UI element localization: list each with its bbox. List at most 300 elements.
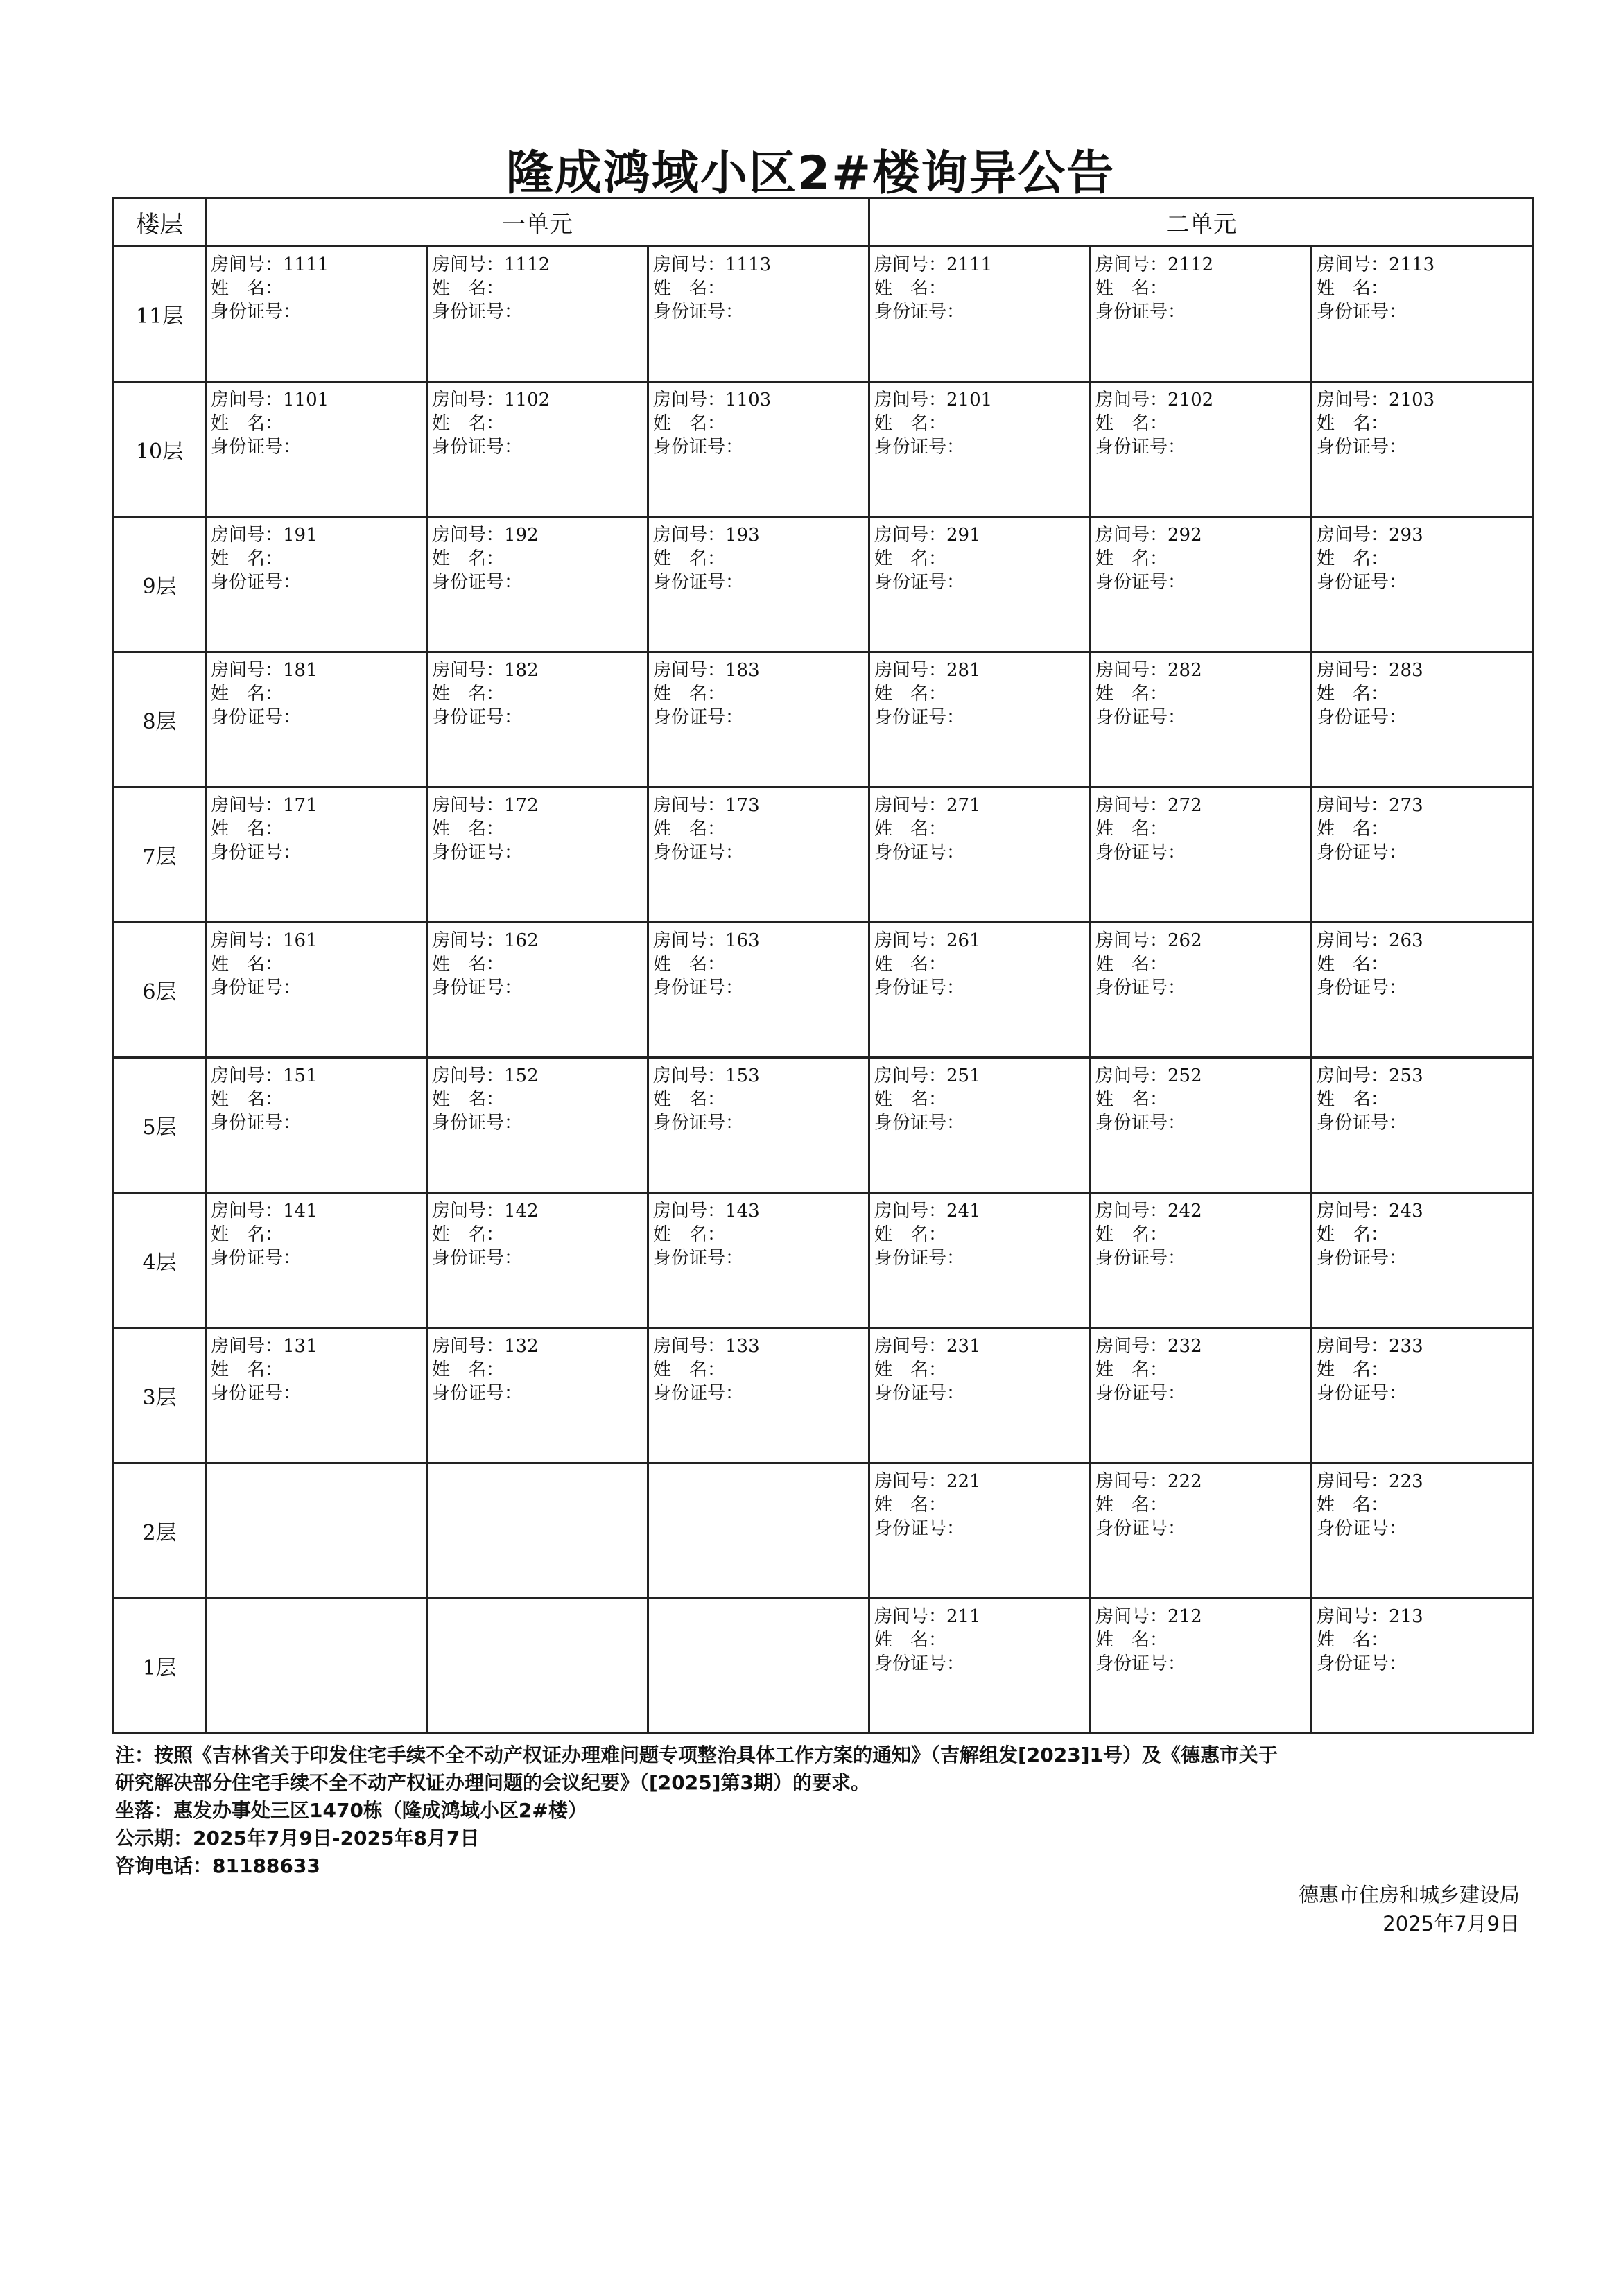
id-number-label: 身份证号： xyxy=(653,1113,744,1133)
room-cell xyxy=(648,1328,869,1463)
room-number-label: 房间号： xyxy=(432,1201,505,1221)
note-phone: 咨询电话：81188633 xyxy=(115,1854,320,1877)
id-number-label: 身份证号： xyxy=(1095,572,1186,593)
table-row xyxy=(114,1058,1534,1193)
name-label: 姓 名： xyxy=(874,1089,947,1110)
room-number-line xyxy=(1095,1605,1306,1628)
id-number-label: 身份证号： xyxy=(653,977,744,998)
room-cell xyxy=(427,1599,648,1734)
room-cell xyxy=(1312,382,1534,517)
id-number-label: 身份证号： xyxy=(874,1653,965,1674)
room-number-label: 房间号： xyxy=(1095,1471,1168,1492)
room-number-label: 房间号： xyxy=(1317,525,1389,546)
room-cell xyxy=(648,652,869,788)
table-row xyxy=(114,788,1534,923)
room-number-label: 房间号： xyxy=(432,660,505,681)
room-number-line xyxy=(211,1199,422,1223)
room-number: 181 xyxy=(283,660,318,681)
name-label: 姓 名： xyxy=(653,413,726,434)
room-number-label: 房间号： xyxy=(211,1066,284,1086)
room-cell xyxy=(1312,788,1534,923)
room-number-line xyxy=(432,253,643,277)
room-cell xyxy=(1091,382,1312,517)
room-number-line xyxy=(874,794,1085,817)
room-cell xyxy=(648,382,869,517)
room-cell xyxy=(1091,1058,1312,1193)
id-number-label: 身份证号： xyxy=(1095,977,1186,998)
id-number-label: 身份证号： xyxy=(874,1518,965,1539)
room-entry xyxy=(1312,1194,1532,1270)
room-number-line xyxy=(874,1199,1085,1223)
room-number-label: 房间号： xyxy=(1095,1201,1168,1221)
room-number-label: 房间号： xyxy=(1317,1606,1389,1627)
id-number-label: 身份证号： xyxy=(211,1248,302,1269)
room-number-line xyxy=(432,794,643,817)
room-number-label: 房间号： xyxy=(874,795,947,816)
name-label: 姓 名： xyxy=(1317,1359,1389,1380)
room-number-line xyxy=(653,929,864,953)
room-entry xyxy=(649,653,868,729)
room-entry xyxy=(207,1194,426,1270)
room-number-line xyxy=(1095,794,1306,817)
room-cell xyxy=(427,247,648,382)
id-number-label: 身份证号： xyxy=(1317,977,1407,998)
room-entry xyxy=(1091,1194,1310,1270)
room-number: 1111 xyxy=(283,254,329,275)
room-number-line xyxy=(1317,1199,1528,1223)
unit-1-header: 一单元 xyxy=(206,198,869,247)
room-number: 1102 xyxy=(504,390,551,410)
id-number-label: 身份证号： xyxy=(432,977,523,998)
room-cell xyxy=(206,247,427,382)
room-number: 1112 xyxy=(504,254,551,275)
room-number-label: 房间号： xyxy=(211,1201,284,1221)
name-label: 姓 名： xyxy=(211,1359,284,1380)
room-number: 2102 xyxy=(1168,390,1214,410)
room-entry xyxy=(1091,1329,1310,1405)
note-period: 公示期：2025年7月9日-2025年8月7日 xyxy=(115,1827,480,1850)
room-number-line xyxy=(1095,1334,1306,1358)
name-label: 姓 名： xyxy=(874,1495,947,1515)
room-number-line xyxy=(1317,1064,1528,1088)
room-entry xyxy=(870,383,1089,459)
room-number-label: 房间号： xyxy=(1095,660,1168,681)
id-number-label: 身份证号： xyxy=(1317,1248,1407,1269)
room-cell xyxy=(1091,652,1312,788)
room-number: 273 xyxy=(1389,795,1423,816)
room-number: 271 xyxy=(946,795,981,816)
room-cell xyxy=(1091,923,1312,1058)
room-number: 283 xyxy=(1389,660,1423,681)
room-cell xyxy=(1312,652,1534,788)
room-number: 131 xyxy=(283,1336,318,1357)
name-label: 姓 名： xyxy=(211,413,284,434)
name-label: 姓 名： xyxy=(874,954,947,975)
room-entry xyxy=(649,1059,868,1135)
room-number-line xyxy=(1095,388,1306,412)
room-number: 263 xyxy=(1389,930,1423,951)
room-cell xyxy=(1091,247,1312,382)
room-number: 243 xyxy=(1389,1201,1423,1221)
room-number-label: 房间号： xyxy=(1095,390,1168,410)
room-number: 161 xyxy=(283,930,318,951)
room-number-line xyxy=(1095,1470,1306,1493)
floor-label: 5层 xyxy=(114,1058,206,1193)
room-cell xyxy=(1312,1193,1534,1328)
room-number-label: 房间号： xyxy=(432,795,505,816)
room-cell xyxy=(206,1058,427,1193)
room-number-line xyxy=(432,388,643,412)
room-entry xyxy=(207,923,426,1000)
id-number-label: 身份证号： xyxy=(211,572,302,593)
room-number-line xyxy=(874,1470,1085,1493)
room-number: 2101 xyxy=(946,390,993,410)
room-number-line xyxy=(1317,794,1528,817)
name-label: 姓 名： xyxy=(211,1089,284,1110)
id-number-label: 身份证号： xyxy=(874,302,965,322)
room-cell xyxy=(206,923,427,1058)
room-cell xyxy=(206,1193,427,1328)
room-number-label: 房间号： xyxy=(211,390,284,410)
name-label: 姓 名： xyxy=(653,548,726,569)
floor-label: 3层 xyxy=(114,1328,206,1463)
room-number-label: 房间号： xyxy=(1095,1066,1168,1086)
room-entry xyxy=(870,788,1089,864)
room-entry xyxy=(428,788,647,864)
room-number-label: 房间号： xyxy=(874,1471,947,1492)
id-number-label: 身份证号： xyxy=(1317,842,1407,863)
table-row xyxy=(114,517,1534,652)
room-cell xyxy=(1312,247,1534,382)
id-number-label: 身份证号： xyxy=(874,572,965,593)
id-number-label: 身份证号： xyxy=(1095,1113,1186,1133)
name-label: 姓 名： xyxy=(1317,954,1389,975)
name-label: 姓 名： xyxy=(1095,684,1168,704)
room-cell xyxy=(427,788,648,923)
id-number-label: 身份证号： xyxy=(1095,707,1186,728)
room-number-line xyxy=(653,1199,864,1223)
unit-2-header: 二单元 xyxy=(869,198,1534,247)
room-number-line xyxy=(211,1334,422,1358)
room-number: 1103 xyxy=(725,390,772,410)
room-cell xyxy=(648,247,869,382)
id-number-label: 身份证号： xyxy=(211,1383,302,1404)
room-cell xyxy=(206,1328,427,1463)
floor-label: 9层 xyxy=(114,517,206,652)
room-cell xyxy=(869,1599,1091,1734)
room-cell xyxy=(206,652,427,788)
room-number: 222 xyxy=(1168,1471,1202,1492)
room-number-line xyxy=(653,1064,864,1088)
room-number-label: 房间号： xyxy=(211,795,284,816)
id-number-label: 身份证号： xyxy=(1317,707,1407,728)
name-label: 姓 名： xyxy=(211,548,284,569)
room-number-label: 房间号： xyxy=(653,1201,726,1221)
room-number-label: 房间号： xyxy=(1317,1471,1389,1492)
room-number: 2111 xyxy=(946,254,993,275)
room-entry xyxy=(207,788,426,864)
table-header-row xyxy=(114,198,1534,247)
room-entry xyxy=(1312,1464,1532,1540)
room-number-line xyxy=(211,523,422,547)
room-entry xyxy=(870,1464,1089,1540)
id-number-label: 身份证号： xyxy=(1095,842,1186,863)
room-number: 132 xyxy=(504,1336,539,1357)
room-number-line xyxy=(1317,659,1528,682)
room-entry xyxy=(1091,1059,1310,1135)
room-number: 242 xyxy=(1168,1201,1202,1221)
room-entry xyxy=(1312,1329,1532,1405)
room-number-label: 房间号： xyxy=(1317,1201,1389,1221)
name-label: 姓 名： xyxy=(1317,1630,1389,1651)
table-row xyxy=(114,247,1534,382)
room-number-line xyxy=(874,523,1085,547)
room-number-line xyxy=(432,1064,643,1088)
room-number-label: 房间号： xyxy=(874,525,947,546)
room-cell xyxy=(427,923,648,1058)
room-number-label: 房间号： xyxy=(1317,660,1389,681)
room-entry xyxy=(428,653,647,729)
id-number-label: 身份证号： xyxy=(432,707,523,728)
table-row xyxy=(114,1193,1534,1328)
room-number: 171 xyxy=(283,795,318,816)
room-entry xyxy=(649,247,868,324)
room-entry xyxy=(428,247,647,324)
floor-label: 7层 xyxy=(114,788,206,923)
room-cell xyxy=(427,1463,648,1599)
room-number-label: 房间号： xyxy=(1095,525,1168,546)
id-number-label: 身份证号： xyxy=(432,1113,523,1133)
floor-rows xyxy=(114,247,1534,1734)
room-entry xyxy=(1312,1599,1532,1676)
room-number: 213 xyxy=(1389,1606,1423,1627)
name-label: 姓 名： xyxy=(432,819,505,840)
name-label: 姓 名： xyxy=(874,1359,947,1380)
room-number-label: 房间号： xyxy=(653,1336,726,1357)
room-number: 252 xyxy=(1168,1066,1202,1086)
room-cell xyxy=(1312,1463,1534,1599)
room-cell xyxy=(648,1599,869,1734)
room-cell xyxy=(1312,1599,1534,1734)
room-number: 253 xyxy=(1389,1066,1423,1086)
id-number-label: 身份证号： xyxy=(653,842,744,863)
room-entry xyxy=(870,923,1089,1000)
name-label: 姓 名： xyxy=(1317,1495,1389,1515)
id-number-label: 身份证号： xyxy=(211,977,302,998)
room-number: 193 xyxy=(725,525,760,546)
room-entry xyxy=(649,788,868,864)
room-number-label: 房间号： xyxy=(653,525,726,546)
room-cell xyxy=(206,1463,427,1599)
room-entry xyxy=(870,1329,1089,1405)
room-entry xyxy=(649,1194,868,1270)
room-number-line xyxy=(1317,523,1528,547)
room-number-line xyxy=(874,253,1085,277)
room-entry xyxy=(1312,518,1532,594)
id-number-label: 身份证号： xyxy=(1317,1518,1407,1539)
room-number-label: 房间号： xyxy=(653,1066,726,1086)
room-number: 233 xyxy=(1389,1336,1423,1357)
name-label: 姓 名： xyxy=(432,548,505,569)
id-number-label: 身份证号： xyxy=(653,437,744,458)
name-label: 姓 名： xyxy=(432,413,505,434)
room-number: 261 xyxy=(946,930,981,951)
id-number-label: 身份证号： xyxy=(874,1383,965,1404)
room-number: 163 xyxy=(725,930,760,951)
name-label: 姓 名： xyxy=(432,954,505,975)
id-number-label: 身份证号： xyxy=(1317,437,1407,458)
room-cell xyxy=(206,1599,427,1734)
room-entry xyxy=(1312,383,1532,459)
id-number-label: 身份证号： xyxy=(432,302,523,322)
room-entry xyxy=(870,1059,1089,1135)
notice-title: 隆成鸿域小区2#楼询异公告 xyxy=(505,146,1116,201)
room-number-line xyxy=(432,1199,643,1223)
room-entry xyxy=(207,1329,426,1405)
id-number-label: 身份证号： xyxy=(1095,1383,1186,1404)
room-cell xyxy=(869,247,1091,382)
room-number-line xyxy=(1317,253,1528,277)
name-label: 姓 名： xyxy=(653,684,726,704)
room-number-line xyxy=(874,1605,1085,1628)
room-number-label: 房间号： xyxy=(1095,930,1168,951)
room-entry xyxy=(1312,653,1532,729)
room-number: 183 xyxy=(725,660,760,681)
id-number-label: 身份证号： xyxy=(1317,302,1407,322)
room-entry xyxy=(428,383,647,459)
id-number-label: 身份证号： xyxy=(1317,572,1407,593)
name-label: 姓 名： xyxy=(1095,278,1168,299)
room-number-label: 房间号： xyxy=(1317,930,1389,951)
room-number-label: 房间号： xyxy=(1317,795,1389,816)
room-cell xyxy=(869,923,1091,1058)
id-number-label: 身份证号： xyxy=(1317,1653,1407,1674)
room-entry xyxy=(649,383,868,459)
room-number: 1113 xyxy=(725,254,772,275)
room-entry xyxy=(1312,247,1532,324)
room-number-line xyxy=(1317,388,1528,412)
room-cell xyxy=(648,1463,869,1599)
name-label: 姓 名： xyxy=(1095,1495,1168,1515)
id-number-label: 身份证号： xyxy=(432,437,523,458)
room-number: 192 xyxy=(504,525,539,546)
room-number-line xyxy=(653,388,864,412)
id-number-label: 身份证号： xyxy=(211,302,302,322)
name-label: 姓 名： xyxy=(874,548,947,569)
room-entry xyxy=(428,923,647,1000)
name-label: 姓 名： xyxy=(1095,548,1168,569)
room-entry xyxy=(207,653,426,729)
room-cell xyxy=(1091,1328,1312,1463)
id-number-label: 身份证号： xyxy=(874,437,965,458)
room-cell xyxy=(427,1328,648,1463)
room-number: 251 xyxy=(946,1066,981,1086)
room-entry xyxy=(870,653,1089,729)
room-number: 293 xyxy=(1389,525,1423,546)
room-cell xyxy=(1091,788,1312,923)
id-number-label: 身份证号： xyxy=(874,1113,965,1133)
room-cell xyxy=(427,517,648,652)
room-number-label: 房间号： xyxy=(874,1606,947,1627)
room-number-line xyxy=(432,929,643,953)
room-number: 143 xyxy=(725,1201,760,1221)
id-number-label: 身份证号： xyxy=(432,572,523,593)
room-cell xyxy=(648,788,869,923)
room-number-label: 房间号： xyxy=(1317,254,1389,275)
room-number: 241 xyxy=(946,1201,981,1221)
room-number-label: 房间号： xyxy=(874,254,947,275)
notice-notes xyxy=(115,1741,1536,1880)
room-number-label: 房间号： xyxy=(653,660,726,681)
name-label: 姓 名： xyxy=(211,278,284,299)
room-number: 182 xyxy=(504,660,539,681)
room-number-label: 房间号： xyxy=(653,390,726,410)
id-number-label: 身份证号： xyxy=(653,707,744,728)
room-number: 141 xyxy=(283,1201,318,1221)
room-cell xyxy=(1312,1328,1534,1463)
name-label: 姓 名： xyxy=(211,684,284,704)
room-entry xyxy=(207,1059,426,1135)
name-label: 姓 名： xyxy=(653,819,726,840)
room-entry xyxy=(1091,923,1310,1000)
room-cell xyxy=(869,1463,1091,1599)
room-number-label: 房间号： xyxy=(1317,1066,1389,1086)
floor-label: 4层 xyxy=(114,1193,206,1328)
room-cell xyxy=(869,788,1091,923)
room-number: 1101 xyxy=(283,390,329,410)
id-number-label: 身份证号： xyxy=(653,572,744,593)
name-label: 姓 名： xyxy=(432,684,505,704)
room-number-line xyxy=(211,794,422,817)
room-number-label: 房间号： xyxy=(432,1066,505,1086)
room-entry xyxy=(428,1194,647,1270)
room-entry xyxy=(207,247,426,324)
room-entry xyxy=(1091,247,1310,324)
note-location: 坐落：惠发办事处三区1470栋（隆成鸿域小区2#楼） xyxy=(115,1799,587,1822)
room-number: 152 xyxy=(504,1066,539,1086)
floor-label: 8层 xyxy=(114,652,206,788)
table-row xyxy=(114,1328,1534,1463)
room-number-label: 房间号： xyxy=(874,1066,947,1086)
room-number-label: 房间号： xyxy=(874,1201,947,1221)
id-number-label: 身份证号： xyxy=(653,1383,744,1404)
id-number-label: 身份证号： xyxy=(211,842,302,863)
room-number-line xyxy=(1095,253,1306,277)
room-cell xyxy=(648,1058,869,1193)
room-number-line xyxy=(432,523,643,547)
name-label: 姓 名： xyxy=(1317,548,1389,569)
room-number-label: 房间号： xyxy=(1317,1336,1389,1357)
name-label: 姓 名： xyxy=(1317,819,1389,840)
room-entry xyxy=(428,518,647,594)
room-number: 172 xyxy=(504,795,539,816)
room-number-label: 房间号： xyxy=(1095,254,1168,275)
room-number-line xyxy=(1095,1064,1306,1088)
name-label: 姓 名： xyxy=(874,1224,947,1245)
id-number-label: 身份证号： xyxy=(1095,1248,1186,1269)
room-number: 142 xyxy=(504,1201,539,1221)
room-number-line xyxy=(874,388,1085,412)
room-cell xyxy=(206,517,427,652)
id-number-label: 身份证号： xyxy=(874,1248,965,1269)
name-label: 姓 名： xyxy=(1317,1224,1389,1245)
room-number-line xyxy=(874,659,1085,682)
room-entry xyxy=(649,518,868,594)
name-label: 姓 名： xyxy=(874,413,947,434)
room-number-label: 房间号： xyxy=(211,930,284,951)
room-number-line xyxy=(653,1334,864,1358)
name-label: 姓 名： xyxy=(432,278,505,299)
